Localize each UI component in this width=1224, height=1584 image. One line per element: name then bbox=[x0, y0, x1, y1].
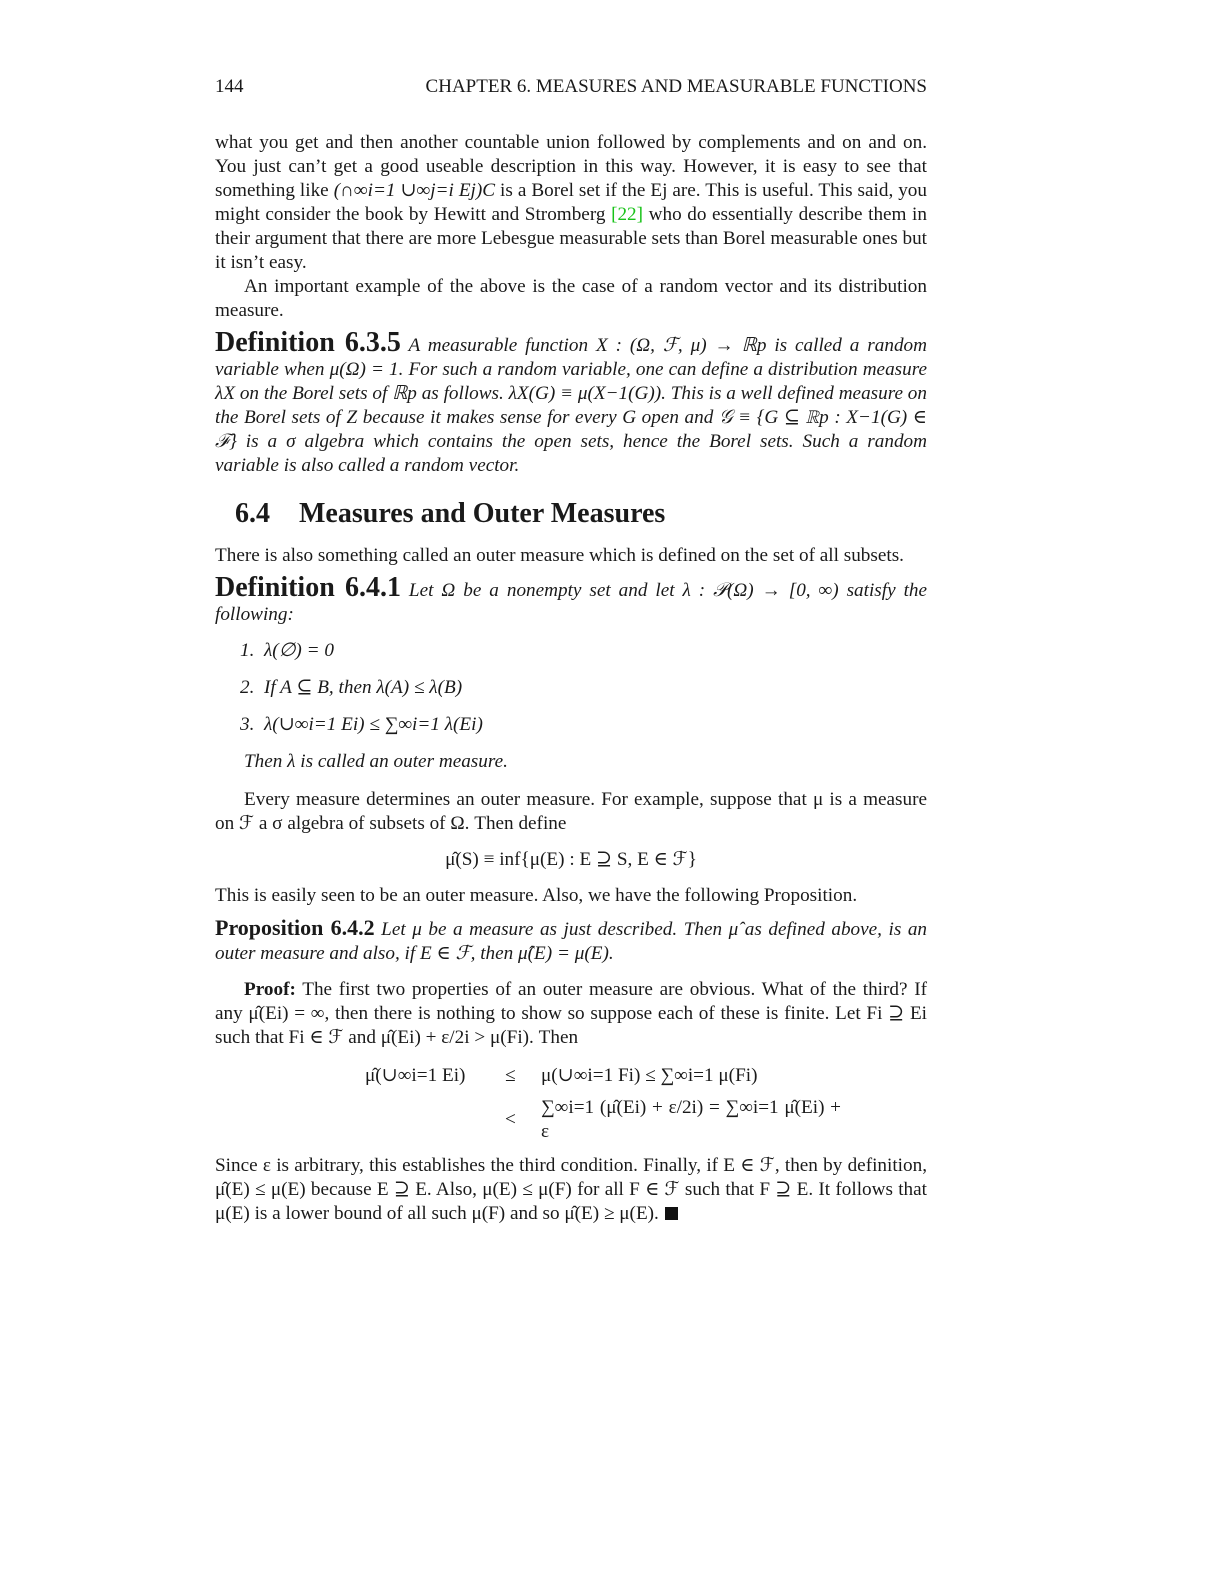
equation-rhs: ∑∞i=1 (μ̂(Ei) + ε/2i) = ∑∞i=1 μ̂(Ei) + ε bbox=[541, 1097, 841, 1142]
page-header bbox=[215, 76, 927, 98]
proposition-6-4-2 bbox=[215, 916, 927, 966]
borel-formula: (∩∞i=1 ∪∞j=i Ej)C bbox=[333, 180, 496, 201]
proof-text: The first two properties of an outer measure are obvious. What of the third? If any μ̂(Ei) = ∞, then there is nothing to show so suppose each of these is finite. Let Fi ⊇ Ei such that Fi ∈ ℱ and μ̂(Ei) + ε/2i > μ(Fi). Then bbox=[215, 979, 927, 1048]
aligned-equations bbox=[365, 1064, 927, 1144]
definition-title: Definition 6.3.5 bbox=[215, 327, 401, 358]
paragraph-outer-intro: There is also something called an outer measure which is defined on the set of all subsets. bbox=[215, 545, 904, 566]
definition-body: A measurable function X : (Ω, ℱ, μ) → ℝp is called a random variable when μ(Ω) = 1. For such a random variable, one can define a distribution measure λX on the Borel sets of ℝp as follows. λX(G) ≡ μ(X−1(G)). This is a well defined measure on the Borel sets of Z because it makes sense for every G open and 𝒢 ≡ {G ⊆ ℝp : X−1(G) ∈ ℱ} is a σ algebra which contains the open sets, hence the Borel sets. Such a random variable is also called a random vector. bbox=[215, 335, 928, 476]
equation-outer-measure: μ̂(S) ≡ inf{μ(E) : E ⊇ S, E ∈ ℱ} bbox=[445, 849, 697, 870]
proposition-title: Proposition 6.4.2 bbox=[215, 915, 375, 940]
running-head: CHAPTER 6. MEASURES AND MEASURABLE FUNCTIONS bbox=[425, 76, 927, 97]
definition-6-3-5 bbox=[215, 327, 928, 478]
definition-title: Definition 6.4.1 bbox=[215, 572, 401, 603]
list-item: 2. If A ⊆ B, then λ(A) ≤ λ(B) bbox=[240, 677, 463, 698]
proof-paragraph bbox=[215, 978, 927, 1050]
body-text bbox=[215, 131, 927, 1226]
paragraph-borel: what you get and then another countable union followed by complements and on and on. You just can’t get a good useable description in this way. However, it is easy to see that something like (∩∞i=1 ∪∞j=i Ej)C is a Borel set if the Ej are. This is useful. This said, you might consider the book by Hewitt and Stromberg [22] who do essentially describe them in their argument that there are more Lebesgue measurable sets than Borel measurable ones but it isn’t easy. bbox=[215, 132, 927, 273]
proof-label: Proof: bbox=[244, 979, 296, 1000]
list-item: 3. λ(∪∞i=1 Ei) ≤ ∑∞i=1 λ(Ei) bbox=[240, 714, 483, 735]
definition-6-4-1 bbox=[215, 572, 928, 627]
paragraph-conclusion: Since ε is arbitrary, this establishes the third condition. Finally, if E ∈ ℱ, then by definition, μ̂(E) ≤ μ(E) because E ⊇ E. Also, μ(E) ≤ μ(F) for all F ∈ ℱ such that F ⊇ E. It follows that μ(E) is a lower bound of all such μ(F) and so μ̂(E) ≥ μ(E). bbox=[215, 1155, 927, 1224]
definition-closing: Then λ is called an outer measure. bbox=[244, 751, 508, 772]
paragraph-measure: Every measure determines an outer measure. For example, suppose that μ is a measure on ℱ a σ algebra of subsets of Ω. Then define bbox=[215, 789, 927, 834]
page-number: 144 bbox=[215, 76, 244, 97]
section-number: 6.4 bbox=[235, 498, 270, 529]
equation-rhs: μ(∪∞i=1 Fi) ≤ ∑∞i=1 μ(Fi) bbox=[541, 1065, 758, 1086]
paragraph-example: An important example of the above is the case of a random vector and its distribution measure. bbox=[215, 276, 927, 321]
qed-square-icon bbox=[665, 1207, 678, 1220]
outer-measure-conditions bbox=[240, 639, 927, 737]
definition-body: Let Ω be a nonempty set and let λ : 𝒫(Ω) → [0, ∞) satisfy the following: bbox=[215, 580, 928, 625]
paragraph-easily: This is easily seen to be an outer measure. Also, we have the following Proposition. bbox=[215, 885, 858, 906]
section-title: Measures and Outer Measures bbox=[299, 498, 666, 529]
relation-leq: ≤ bbox=[505, 1065, 516, 1086]
equation-lhs: μ̂(∪∞i=1 Ei) bbox=[365, 1065, 466, 1086]
relation-lt: < bbox=[505, 1109, 516, 1130]
section-heading bbox=[235, 498, 927, 530]
citation-link[interactable]: [22] bbox=[611, 204, 644, 225]
list-item: 1. λ(∅) = 0 bbox=[240, 640, 334, 661]
proposition-body: Let μ be a measure as just described. Then μ̂ as defined above, is an outer measure and also, if E ∈ ℱ, then μ̂(E) = μ(E). bbox=[215, 919, 928, 964]
